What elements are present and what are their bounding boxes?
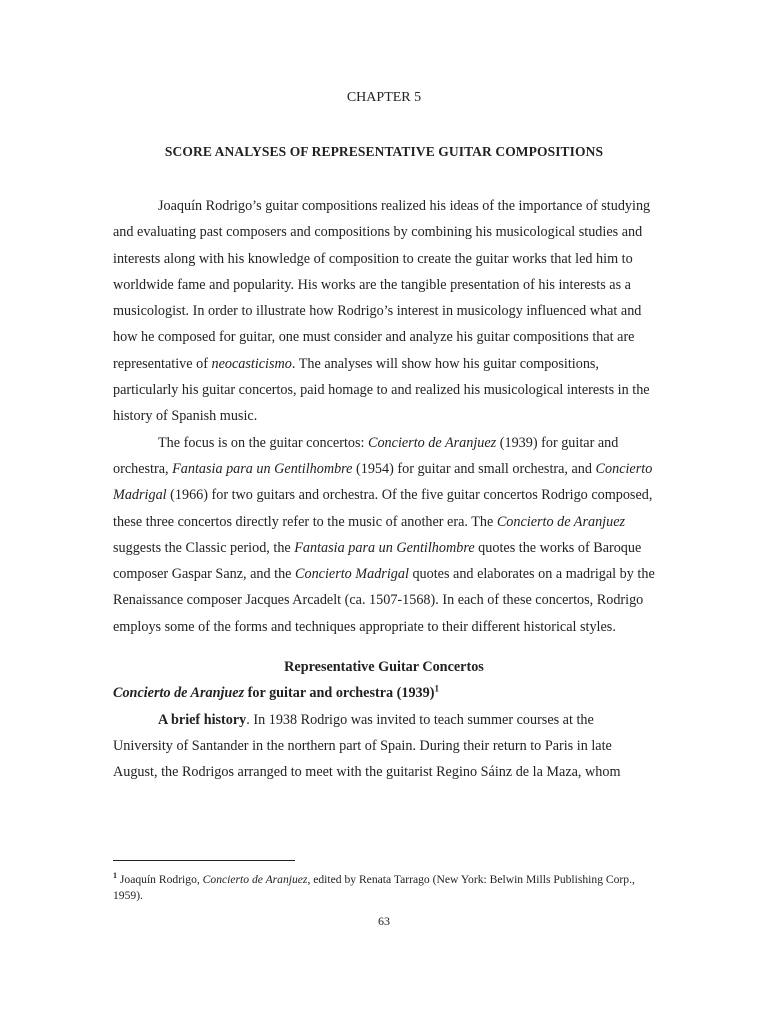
italic-title: Fantasia para un Gentilhombre bbox=[294, 539, 475, 556]
subsection-title-rest: for guitar and orchestra (1939) bbox=[244, 685, 435, 702]
italic-term: neocasticismo bbox=[211, 355, 292, 372]
text-run: (1954) for guitar and small orchestra, and bbox=[352, 460, 596, 477]
paragraph-history bbox=[113, 707, 655, 786]
italic-title: Concierto de Aranjuez bbox=[202, 873, 308, 886]
italic-title: Concierto Madrigal bbox=[113, 460, 653, 504]
run-in-heading: A brief history bbox=[158, 711, 247, 728]
text-run: suggests the Classic period, the bbox=[113, 539, 295, 556]
text-run: . In 1938 Rodrigo was invited to teach summer courses at the University of Santander in the northern part of Spain. During their return to Paris in late August, the Rodrigos arranged to meet with the guitarist Regino Sáinz de la Maza, whom bbox=[113, 711, 621, 781]
footnote bbox=[113, 872, 658, 904]
footnote-reference[interactable]: 1 bbox=[434, 683, 439, 694]
chapter-title: SCORE ANALYSES OF REPRESENTATIVE GUITAR COMPOSITIONS bbox=[164, 144, 604, 159]
page-number: 63 bbox=[378, 914, 390, 928]
chapter-label: CHAPTER 5 bbox=[346, 90, 422, 105]
italic-title: Concierto Madrigal bbox=[295, 566, 409, 583]
footnote-divider bbox=[113, 860, 295, 861]
text-run: quotes the works of Baroque composer Gaspar Sanz, and the bbox=[113, 539, 642, 583]
text-run: quotes and elaborates on a madrigal by the Renaissance composer Jacques Arcadelt (ca. 1507-1568). In each of these concertos, Rodrigo employs some of the forms and techniques appropriate to their different historical styles. bbox=[113, 566, 655, 635]
text-run: (1966) for two guitars and orchestra. Of the five guitar concertos Rodrigo composed, these three concertos directly refer to the music of another era. The bbox=[113, 487, 653, 530]
footnote-mark: 1 bbox=[113, 871, 117, 881]
text-run: . The analyses will show how his guitar compositions, particularly his guitar concertos, paid homage to and realized his musicological interests in the history of Spanish music. bbox=[113, 355, 650, 425]
italic-title: Concierto de Aranjuez bbox=[368, 434, 497, 451]
text-run: Joaquín Rodrigo’s guitar compositions realized his ideas of the importance of studying and evaluating past composers and compositions by combining his musicological studies and interests along with his knowledge of composition to create the guitar works that led him to worldwide fame and popularity. His works are the tangible presentation of his interests as a musicologist. In order to illustrate how Rodrigo’s interest in musicology influenced what and how he composed for guitar, one must consider and analyze his guitar compositions that are representative of bbox=[113, 198, 651, 372]
italic-title: Concierto de Aranjuez bbox=[496, 513, 626, 530]
text-run: Joaquín Rodrigo, bbox=[117, 873, 203, 886]
text-run: (1939) for guitar and orchestra, bbox=[113, 434, 619, 477]
italic-title: Fantasia para un Gentilhombre bbox=[172, 460, 353, 477]
paragraph-intro bbox=[113, 193, 655, 430]
text-run: The focus is on the guitar concertos: bbox=[158, 434, 368, 451]
text-run: , edited by Renata Tarrago (New York: Belwin Mills Publishing Corp., 1959). bbox=[113, 873, 635, 902]
section-heading: Representative Guitar Concertos bbox=[284, 659, 484, 676]
subsection-title bbox=[113, 680, 655, 706]
body-text bbox=[113, 193, 655, 786]
subsection-title-italic: Concierto de Aranjuez bbox=[113, 685, 245, 702]
paragraph-focus bbox=[113, 430, 655, 640]
